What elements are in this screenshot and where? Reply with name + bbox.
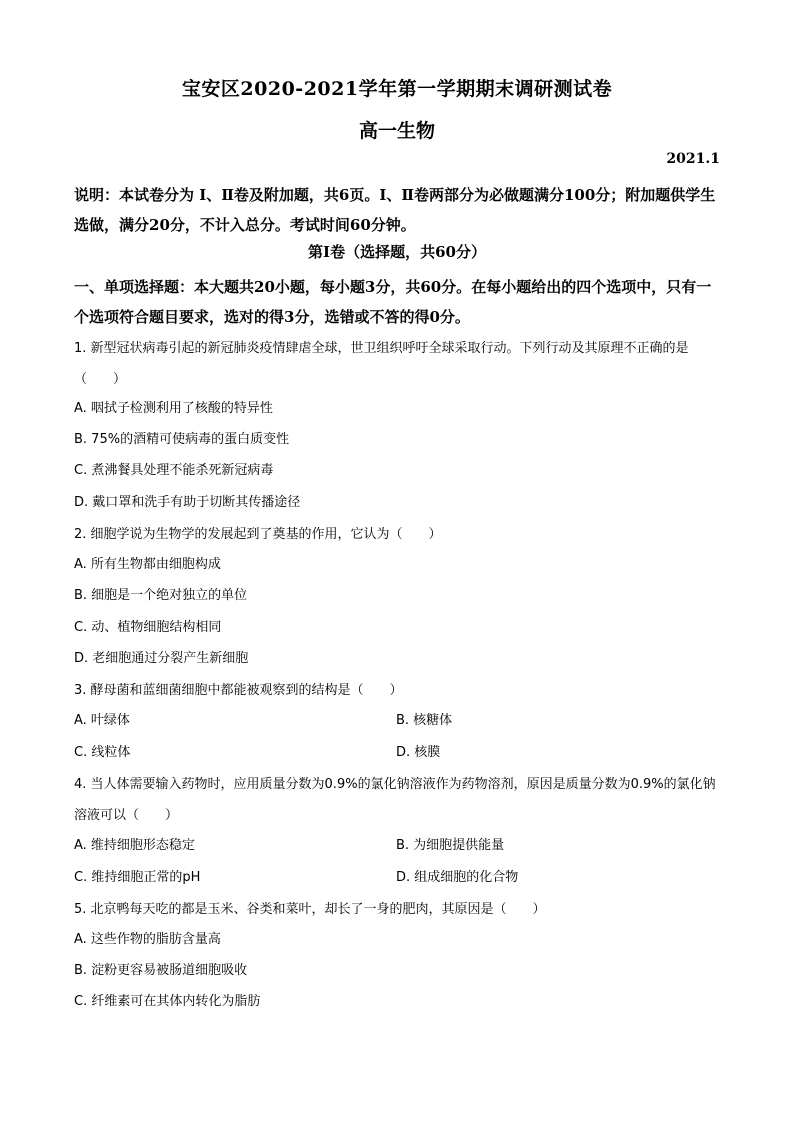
- question-stem: 4. 当人体需要输入药物时，应用质量分数为0.9%的氯化钠溶液作为药物溶剂，原因是质量分数为0.9%的氯化钠溶液可以（ ）: [74, 777, 716, 823]
- question-stem: 2. 细胞学说为生物学的发展起到了奠基的作用，它认为（ ）: [74, 527, 442, 542]
- section-title: 第Ⅰ卷（选择题，共60分）: [308, 243, 486, 261]
- option-text: B. 核糖体: [396, 713, 453, 728]
- option-text: C. 纤维素可在其体内转化为脂肪: [74, 994, 261, 1009]
- option-text: B. 细胞是一个绝对独立的单位: [74, 588, 248, 603]
- option-text: B. 为细胞提供能量: [396, 838, 505, 853]
- option-text: A. 这些作物的脂肪含量高: [74, 932, 221, 947]
- option-text: B. 75%的酒精可使病毒的蛋白质变性: [74, 432, 290, 447]
- option-text: B. 淀粉更容易被肠道细胞吸收: [74, 963, 248, 978]
- option-text: C. 线粒体: [74, 745, 131, 760]
- option-text: D. 戴口罩和洗手有助于切断其传播途径: [74, 495, 301, 510]
- section-instruction: 一、单项选择题：本大题共20小题，每小题3分，共60分。在每小题给出的四个选项中，只有一个选项符合题目要求，选对的得3分，选错或不答的得0分。: [74, 278, 712, 326]
- exam-title: 宝安区2020-2021学年第一学期期末调研测试卷: [181, 78, 613, 100]
- exam-date: 2021.1: [666, 151, 720, 167]
- exam-subtitle: 高一生物: [358, 120, 435, 142]
- option-text: C. 动、植物细胞结构相同: [74, 620, 222, 635]
- exam-instructions-note: 说明：本试卷分为 Ⅰ、Ⅱ卷及附加题，共6页。Ⅰ、Ⅱ卷两部分为必做题满分100分；附加题供学生选做，满分20分，不计入总分。考试时间60分钟。: [74, 186, 716, 234]
- question-stem: 5. 北京鸭每天吃的都是玉米、谷类和菜叶，却长了一身的肥肉，其原因是（ ）: [74, 902, 546, 917]
- option-text: C. 煮沸餐具处理不能杀死新冠病毒: [74, 463, 274, 478]
- option-text: D. 核膜: [396, 745, 441, 760]
- option-text: A. 叶绿体: [74, 713, 130, 728]
- option-text: C. 维持细胞正常的pH: [74, 870, 201, 885]
- question-stem: 3. 酵母菌和蓝细菌细胞中都能被观察到的结构是（ ）: [74, 683, 403, 698]
- option-text: A. 所有生物都由细胞构成: [74, 557, 221, 572]
- option-text: D. 老细胞通过分裂产生新细胞: [74, 651, 249, 666]
- question-stem: 1. 新型冠状病毒引起的新冠肺炎疫情肆虐全球，世卫组织呼吁全球采取行动。下列行动及其原理不正确的是（ ）: [74, 341, 689, 387]
- option-text: A. 咽拭子检测利用了核酸的特异性: [74, 401, 273, 416]
- option-text: A. 维持细胞形态稳定: [74, 838, 195, 853]
- option-text: D. 组成细胞的化合物: [396, 870, 519, 885]
